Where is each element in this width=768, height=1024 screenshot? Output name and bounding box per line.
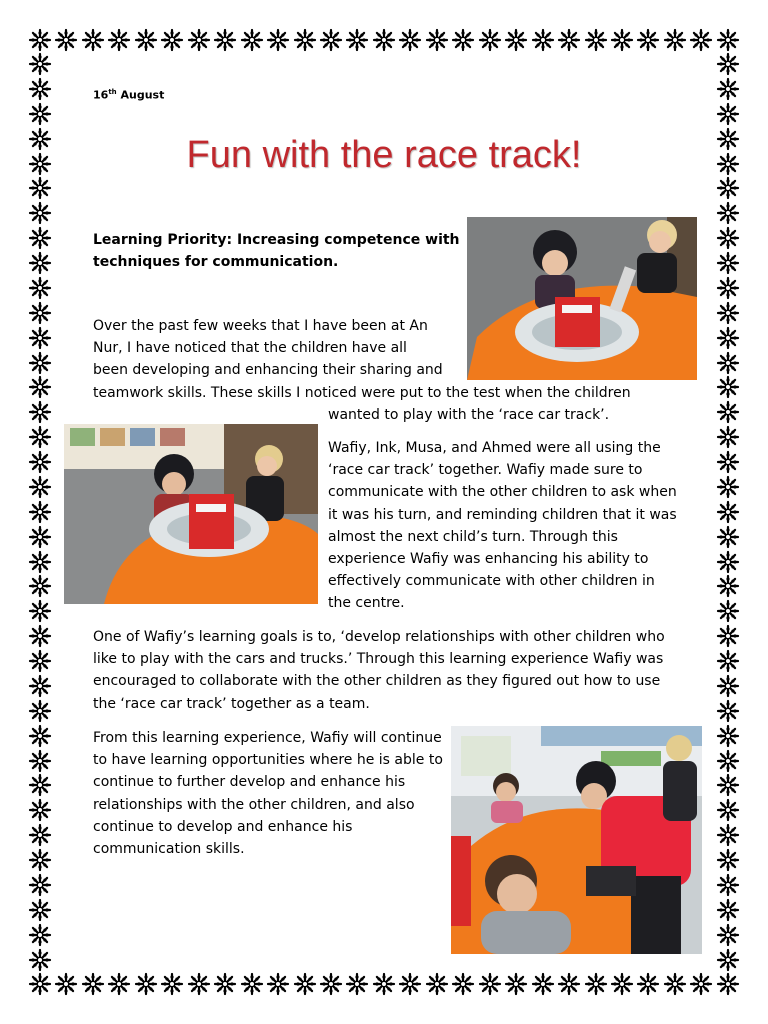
snowflake-ornament-icon — [187, 972, 211, 996]
snowflake-ornament-icon — [372, 28, 396, 52]
paragraph-1 — [93, 315, 667, 426]
snowflake-ornament-icon — [160, 972, 184, 996]
border-bottom — [28, 972, 740, 996]
snowflake-ornament-icon — [107, 28, 131, 52]
snowflake-ornament-icon — [107, 972, 131, 996]
snowflake-ornament-icon — [716, 798, 740, 822]
snowflake-ornament-icon — [28, 848, 52, 872]
snowflake-ornament-icon — [28, 599, 52, 623]
paragraph-1-line: teamwork skills. These skills I noticed were put to the test when the children — [93, 384, 631, 401]
snowflake-ornament-icon — [425, 28, 449, 52]
snowflake-ornament-icon — [716, 923, 740, 947]
snowflake-ornament-icon — [28, 898, 52, 922]
snowflake-ornament-icon — [716, 749, 740, 773]
snowflake-ornament-icon — [716, 500, 740, 524]
snowflake-ornament-icon — [28, 28, 52, 52]
snowflake-ornament-icon — [28, 276, 52, 300]
learning-priority: Learning Priority: Increasing competence with techniques for communication. — [93, 232, 460, 271]
paragraph-1-line: been developing and enhancing their sharing and — [93, 362, 443, 379]
snowflake-ornament-icon — [28, 201, 52, 225]
photo-children-race-track-2 — [64, 424, 318, 604]
snowflake-ornament-icon — [213, 28, 237, 52]
snowflake-ornament-icon — [716, 28, 740, 52]
snowflake-ornament-icon — [716, 102, 740, 126]
snowflake-ornament-icon — [716, 773, 740, 797]
snowflake-ornament-icon — [636, 28, 660, 52]
snowflake-ornament-icon — [28, 574, 52, 598]
snowflake-ornament-icon — [716, 77, 740, 101]
snowflake-ornament-icon — [81, 972, 105, 996]
snowflake-ornament-icon — [716, 948, 740, 972]
snowflake-ornament-icon — [716, 898, 740, 922]
snowflake-ornament-icon — [28, 77, 52, 101]
snowflake-ornament-icon — [636, 972, 660, 996]
paragraph-1-line: Over the past few weeks that I have been at An — [93, 318, 428, 334]
snowflake-ornament-icon — [557, 28, 581, 52]
snowflake-ornament-icon — [716, 599, 740, 623]
snowflake-ornament-icon — [716, 724, 740, 748]
snowflake-ornament-icon — [663, 972, 687, 996]
snowflake-ornament-icon — [28, 425, 52, 449]
snowflake-ornament-icon — [160, 28, 184, 52]
snowflake-ornament-icon — [240, 28, 264, 52]
snowflake-ornament-icon — [663, 28, 687, 52]
snowflake-ornament-icon — [716, 624, 740, 648]
snowflake-ornament-icon — [716, 848, 740, 872]
snowflake-ornament-icon — [716, 201, 740, 225]
snowflake-ornament-icon — [478, 972, 502, 996]
snowflake-ornament-icon — [28, 251, 52, 275]
snowflake-ornament-icon — [716, 52, 740, 76]
snowflake-ornament-icon — [716, 475, 740, 499]
snowflake-ornament-icon — [504, 28, 528, 52]
snowflake-ornament-icon — [240, 972, 264, 996]
snowflake-ornament-icon — [716, 400, 740, 424]
snowflake-ornament-icon — [28, 475, 52, 499]
snowflake-ornament-icon — [134, 28, 158, 52]
snowflake-ornament-icon — [716, 873, 740, 897]
snowflake-ornament-icon — [716, 674, 740, 698]
snowflake-ornament-icon — [28, 500, 52, 524]
snowflake-ornament-icon — [504, 972, 528, 996]
snowflake-ornament-icon — [28, 923, 52, 947]
snowflake-ornament-icon — [716, 823, 740, 847]
snowflake-ornament-icon — [28, 226, 52, 250]
snowflake-ornament-icon — [689, 28, 713, 52]
snowflake-ornament-icon — [54, 28, 78, 52]
snowflake-ornament-icon — [28, 550, 52, 574]
snowflake-ornament-icon — [28, 400, 52, 424]
snowflake-ornament-icon — [716, 176, 740, 200]
snowflake-ornament-icon — [716, 525, 740, 549]
snowflake-ornament-icon — [187, 28, 211, 52]
snowflake-ornament-icon — [716, 226, 740, 250]
paragraph-1-line: wanted to play with the ‘race car track’. — [328, 406, 610, 423]
snowflake-ornament-icon — [28, 326, 52, 350]
snowflake-ornament-icon — [266, 972, 290, 996]
snowflake-ornament-icon — [451, 28, 475, 52]
snowflake-ornament-icon — [28, 649, 52, 673]
date: 16th August — [93, 88, 165, 102]
snowflake-ornament-icon — [425, 972, 449, 996]
snowflake-ornament-icon — [134, 972, 158, 996]
page-title: Fun with the race track! — [186, 134, 582, 176]
snowflake-ornament-icon — [716, 251, 740, 275]
snowflake-ornament-icon — [610, 28, 634, 52]
snowflake-ornament-icon — [266, 28, 290, 52]
snowflake-ornament-icon — [28, 948, 52, 972]
snowflake-ornament-icon — [716, 301, 740, 325]
snowflake-ornament-icon — [372, 972, 396, 996]
snowflake-ornament-icon — [28, 52, 52, 76]
snowflake-ornament-icon — [716, 550, 740, 574]
snowflake-ornament-icon — [716, 375, 740, 399]
snowflake-ornament-icon — [28, 624, 52, 648]
snowflake-ornament-icon — [293, 972, 317, 996]
border-right — [716, 52, 740, 972]
snowflake-ornament-icon — [716, 351, 740, 375]
border-left — [28, 52, 52, 972]
snowflake-ornament-icon — [716, 699, 740, 723]
snowflake-ornament-icon — [531, 972, 555, 996]
snowflake-ornament-icon — [28, 674, 52, 698]
snowflake-ornament-icon — [28, 749, 52, 773]
snowflake-ornament-icon — [716, 972, 740, 996]
snowflake-ornament-icon — [54, 972, 78, 996]
snowflake-ornament-icon — [716, 574, 740, 598]
snowflake-ornament-icon — [610, 972, 634, 996]
snowflake-ornament-icon — [451, 972, 475, 996]
snowflake-ornament-icon — [478, 28, 502, 52]
snowflake-ornament-icon — [28, 351, 52, 375]
snowflake-ornament-icon — [28, 525, 52, 549]
snowflake-ornament-icon — [81, 28, 105, 52]
snowflake-ornament-icon — [584, 28, 608, 52]
snowflake-ornament-icon — [28, 873, 52, 897]
snowflake-ornament-icon — [345, 28, 369, 52]
snowflake-ornament-icon — [319, 28, 343, 52]
snowflake-ornament-icon — [28, 102, 52, 126]
snowflake-ornament-icon — [716, 425, 740, 449]
paragraph-3: One of Wafiy’s learning goals is to, ‘develop relationships with other children who like to play with the cars and trucks.’ Through this learning experience Wafiy was encouraged to collaborate with the other children as they figured out how to use the ‘race car track’ together as a team. — [93, 629, 665, 712]
paragraph-1-line: Nur, I have noticed that the children have all — [93, 340, 407, 357]
snowflake-ornament-icon — [28, 176, 52, 200]
snowflake-ornament-icon — [716, 326, 740, 350]
snowflake-ornament-icon — [28, 823, 52, 847]
snowflake-ornament-icon — [716, 649, 740, 673]
snowflake-ornament-icon — [584, 972, 608, 996]
snowflake-ornament-icon — [28, 773, 52, 797]
snowflake-ornament-icon — [28, 724, 52, 748]
snowflake-ornament-icon — [28, 301, 52, 325]
snowflake-ornament-icon — [716, 276, 740, 300]
paragraph-2: Wafiy, Ink, Musa, and Ahmed were all using the ‘race car track’ together. Wafiy made sure to communicate with the other children to ask when it was his turn, and reminding children that it was almost the next child’s turn. Through this experience Wafiy was enhancing his ability to effectively communicate with other children in the centre. — [328, 440, 677, 612]
snowflake-ornament-icon — [28, 798, 52, 822]
snowflake-ornament-icon — [345, 972, 369, 996]
snowflake-ornament-icon — [28, 450, 52, 474]
photo-children-group-table — [451, 726, 702, 954]
snowflake-ornament-icon — [557, 972, 581, 996]
snowflake-ornament-icon — [28, 972, 52, 996]
snowflake-ornament-icon — [293, 28, 317, 52]
snowflake-ornament-icon — [689, 972, 713, 996]
snowflake-ornament-icon — [716, 450, 740, 474]
snowflake-ornament-icon — [28, 375, 52, 399]
border-top — [28, 28, 740, 52]
snowflake-ornament-icon — [28, 699, 52, 723]
paragraph-4: From this learning experience, Wafiy will continue to have learning opportunities where he is able to continue to further develop and enhance his relationships with the other children, and also continue to develop and enhance his communication skills. — [93, 730, 443, 858]
snowflake-ornament-icon — [531, 28, 555, 52]
snowflake-ornament-icon — [398, 28, 422, 52]
snowflake-ornament-icon — [213, 972, 237, 996]
snowflake-ornament-icon — [398, 972, 422, 996]
snowflake-ornament-icon — [319, 972, 343, 996]
